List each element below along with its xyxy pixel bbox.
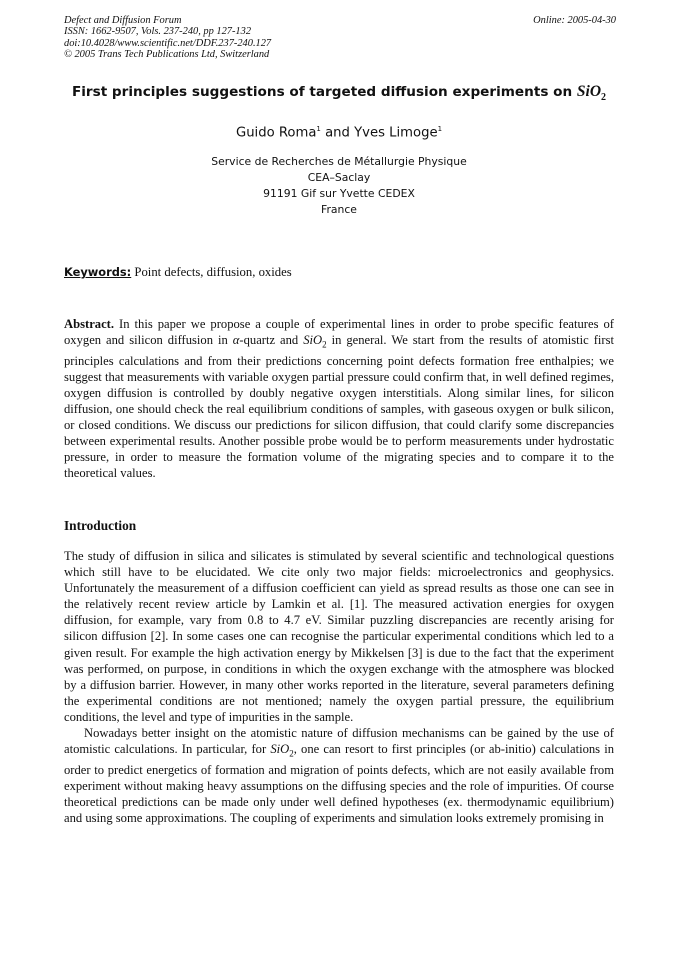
author-conjunction: and <box>325 125 350 141</box>
sio2-formula: SiO$_2$ <box>303 333 327 350</box>
affiliation-line-2: CEA–Saclay <box>307 171 371 184</box>
affiliation-line-1: Service de Recherches de Métallurgie Physique <box>211 155 467 168</box>
abstract <box>64 316 614 481</box>
journal-name: Defect and Diffusion Forum <box>64 15 182 26</box>
affiliation-line-3: 91191 Gif sur Yvette CEDEX <box>263 187 415 200</box>
intro-paragraph-2: Nowadays better insight on the atomistic nature of diffusion mechanisms can be gained by the use of atomistic calculations. In particular, for SiO$_2$, one can resort to first principles (or ab-initio) calculations in order to predict energetics of formation and migration of points defects, which are not easily available from experiment without making heavy assumptions on the diffusing species and the role of impurities. Of course theoretical predictions can be made only under well defined hypotheses (ex. thermodynamic equilibrium) and using some approximations. The coupling of experiments and simulation looks extremely promising in <box>64 726 615 826</box>
authors <box>40 125 638 140</box>
title-formula: SiO$_2$ <box>576 83 607 104</box>
journal-header <box>64 15 616 61</box>
author-2: Yves Limoge <box>354 125 438 141</box>
abstract-label: Abstract. <box>64 317 115 331</box>
keywords-label: Keywords: <box>64 265 132 279</box>
keywords-text: Point defects, diffusion, oxides <box>134 265 292 279</box>
sio2-formula: SiO$_2$ <box>270 742 294 759</box>
abstract-text-2: -quartz and <box>239 333 299 348</box>
introduction-heading: Introduction <box>64 518 137 533</box>
keywords <box>64 265 616 280</box>
abstract-text-1: In this paper we propose a couple of experimental lines in order to probe specific features of oxygen and silicon diffusion in <box>64 317 614 348</box>
issn-line: ISSN: 1662-9507, Vols. 237-240, pp 127-132 <box>64 26 252 38</box>
abstract-text-3: in general. We start from the results of atomistic first principles calculations and from their predictions concerning point defects formation free enthalpies; we suggest that measurements with variable oxygen partial pressure could confirm that, in well defined regimes, oxygen diffusion is controlled by doubly negative oxygen interstitials. Along similar lines, for silicon diffusion, one should check the real equilibrium conditions of samples, with gaseous oxygen or bulk silicon, or closed conditions. We discuss our predictions for silicon diffusion, that could clarify some discrepancies between experimental results. Another possible probe would be to perform measurements under hydrostatic pressure, in order to measure the formation volume of the migrating species and to compare it to the theoretical values. <box>64 333 614 481</box>
affiliation <box>40 154 638 218</box>
affiliation-line-4: France <box>321 203 357 216</box>
intro-paragraph-1: The study of diffusion in silica and silicates is stimulated by several scientific and technological questions which still have to be elucidated. We cite only two major fields: microelectronics and geophysics. Unfortunately the measurement of a diffusion coefficient can yield as spread results as those one can see in the relatively recent review article by Lamkin et al. [1]. The measured activation energies for oxygen diffusion, for example, vary from 0.8 to 4.7 eV. Similar puzzling discrepancies are recently arising for silicon diffusion [2]. In some cases one can recognise the particular experimental conditions which led to a given result. For example the high activation energy by Mikkelsen [3] is due to the fact that the experiment was performed, on purpose, in conditions in which the oxygen exchange with the atmosphere was blocked by a diffusion barrier. However, in many other works reported in the literature, several parameters defining the experimental conditions are not mentioned; namely the oxygen partial pressure, the equilibrium conditions, the level and type of impurities in the sample. <box>64 549 614 724</box>
author-1-affil-mark: 1 <box>316 125 321 133</box>
paper-title <box>40 83 638 103</box>
online-date: Online: 2005-04-30 <box>533 15 616 26</box>
copyright-line: © 2005 Trans Tech Publications Ltd, Switzerland <box>64 49 270 61</box>
title-text: First principles suggestions of targeted diffusion experiments on <box>71 84 573 100</box>
author-2-affil-mark: 1 <box>437 125 443 133</box>
introduction-body <box>64 548 614 826</box>
alpha-symbol: α <box>232 333 240 348</box>
doi-line: doi:10.4028/www.scientific.net/DDF.237-240.127 <box>64 37 272 49</box>
author-1: Guido Roma <box>235 125 317 141</box>
